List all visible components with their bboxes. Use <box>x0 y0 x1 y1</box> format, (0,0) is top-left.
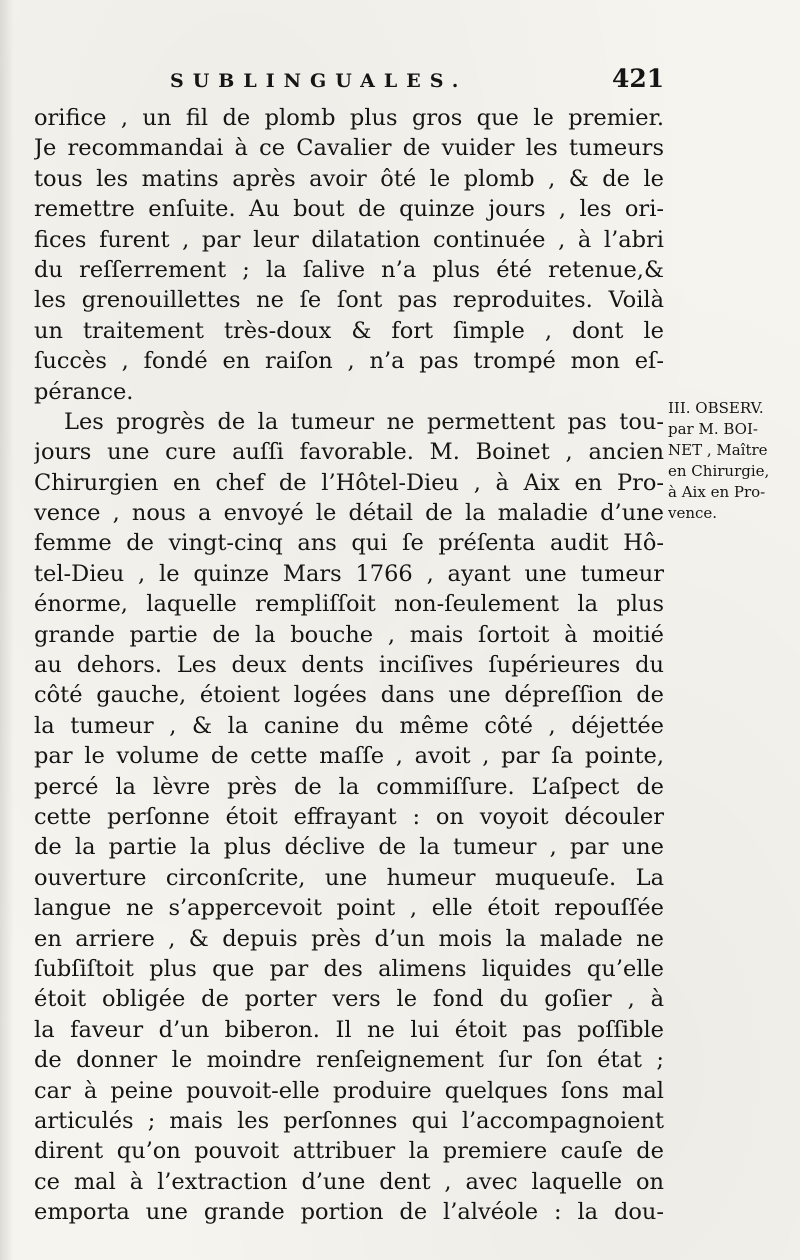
margin-note-line: vence. <box>668 504 718 522</box>
text-line: percé la lèvre près de la commiſſure. L’aſpect de <box>34 773 664 800</box>
text-line: cette perſonne étoit effrayant : on voyoit découler <box>34 803 664 830</box>
text-line: grande partie de la bouche , mais ſortoit à moitié <box>34 621 664 648</box>
text-line: dirent qu’on pouvoit attribuer la premiere cauſe de <box>34 1138 664 1165</box>
text-line: emporta une grande portion de l’alvéole : la dou- <box>34 1199 664 1226</box>
text-line: fices furent , par leur dilatation continuée , à l’abri <box>34 226 664 253</box>
text-line: les grenouillettes ne ſe ſont pas reproduites. Voilà <box>34 287 664 314</box>
text-line: pérance. <box>34 378 134 405</box>
text-line: la faveur d’un biberon. Il ne lui étoit pas poſſible <box>34 1016 664 1043</box>
paragraph-first-line: Les progrès de la tumeur ne permettent pas tou- <box>64 408 664 435</box>
text-line: tel-Dieu , le quinze Mars 1766 , ayant une tumeur <box>34 560 664 587</box>
text-line: langue ne s’appercevoit point , elle étoit repouſſée <box>34 895 664 922</box>
text-line: énorme, laquelle rempliſſoit non-ſeulement la plus <box>34 591 664 618</box>
margin-note-line: à Aix en Pro- <box>668 483 766 501</box>
text-line: vence , nous a envoyé le détail de la maladie d’une <box>34 500 664 527</box>
page-number: 421 <box>612 64 665 93</box>
text-line: Je recommandai à ce Cavalier de vuider les tumeurs <box>34 135 664 162</box>
text-line: côté gauche, étoient logées dans une dépreſſion de <box>34 682 664 709</box>
running-title: SUBLINGUALES. <box>170 70 468 92</box>
margin-note-line: NET , Maître <box>668 441 768 459</box>
margin-note <box>668 398 798 524</box>
text-line: de donner le moindre renſeignement ſur ſon état ; <box>34 1047 664 1074</box>
text-line: étoit obligée de porter vers le fond du goſier , à <box>34 986 664 1013</box>
body-text <box>34 103 664 1227</box>
text-line: ouverture circonſcrite, une humeur muqueuſe. La <box>34 864 664 891</box>
margin-note-line: en Chirurgie, <box>668 462 770 480</box>
text-line: articulés ; mais les perſonnes qui l’accompagnoient <box>34 1107 664 1134</box>
text-line: en arriere , & depuis près d’un mois la malade ne <box>34 925 664 952</box>
text-line: un traitement très-doux & fort ſimple , dont le <box>34 317 664 344</box>
text-line: ce mal à l’extraction d’une dent , avec laquelle on <box>34 1168 664 1195</box>
text-line: femme de vingt-cinq ans qui ſe préſenta audit Hô- <box>34 530 664 557</box>
text-line: de la partie la plus déclive de la tumeur , par une <box>34 834 664 861</box>
text-line: au dehors. Les deux dents inciſives ſupérieures du <box>34 652 664 679</box>
text-line: tous les matins après avoir ôté le plomb , & de le <box>34 165 664 192</box>
text-line: du reſſerrement ; la ſalive n’a plus été retenue,& <box>34 256 664 283</box>
text-line: jours une cure auſſi favorable. M. Boinet , ancien <box>34 439 664 466</box>
text-line: ſubſiſtoit plus que par des alimens liquides qu’elle <box>34 955 664 982</box>
text-line: remettre enſuite. Au bout de quinze jours , les ori- <box>34 196 664 223</box>
text-line: par le volume de cette maſſe , avoit , par ſa pointe, <box>34 743 664 770</box>
text-line: car à peine pouvoit-elle produire quelques ſons mal <box>34 1077 664 1104</box>
margin-note-line: III. OBSERV. <box>668 399 764 417</box>
gutter-shadow <box>0 0 14 1260</box>
text-line: la tumeur , & la canine du même côté , déjettée <box>34 712 664 739</box>
text-line: orifice , un fil de plomb plus gros que le premier. <box>34 105 664 131</box>
text-line: Chirurgien en chef de l’Hôtel-Dieu , à Aix en Pro- <box>34 469 664 496</box>
margin-note-line: par M. BOI- <box>668 420 758 438</box>
text-line: ſuccès , fondé en raiſon , n’a pas trompé mon eſ- <box>34 348 664 375</box>
